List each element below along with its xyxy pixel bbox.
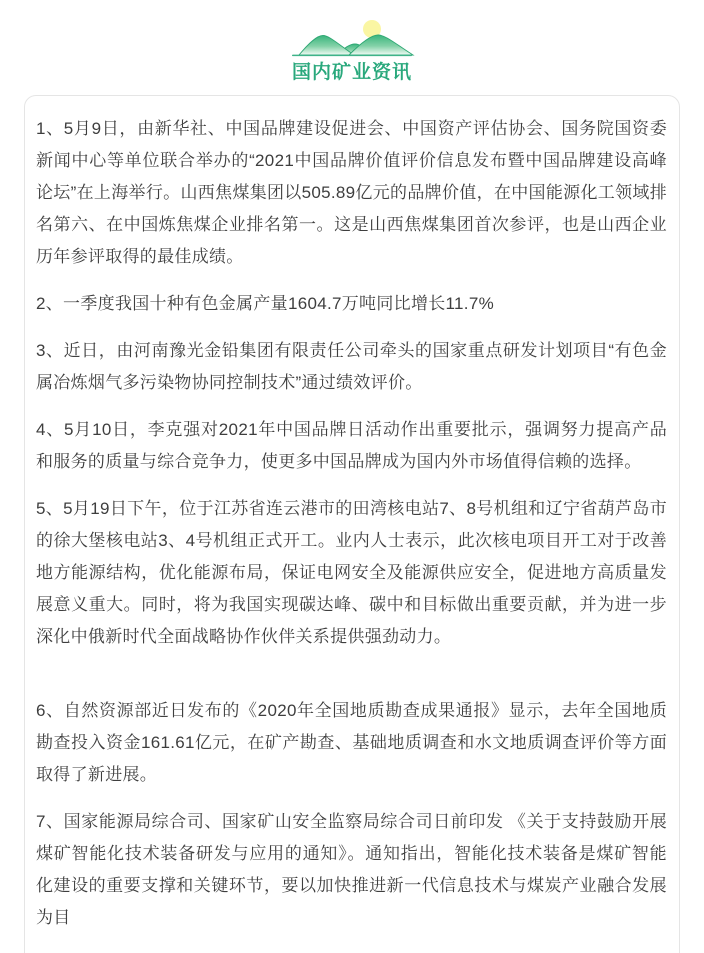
news-item-2: 2、一季度我国十种有色金属产量1604.7万吨同比增长11.7% — [36, 294, 494, 313]
news-item-6: 6、自然资源部近日发布的《2020年全国地质勘查成果通报》显示，去年全国地质勘查投入资金161.61亿元，在矿产勘查、基础地质调查和水文地质调查评价等方面取得了新进展。 — [36, 701, 667, 784]
news-card — [24, 95, 680, 953]
logo-underline — [292, 55, 412, 57]
news-item-7: 7、国家能源局综合司、国家矿山安全监察局综合司日前印发 《关于支持鼓励开展煤矿智能化技术装备研发与应用的通知》。通知指出，智能化技术装备是煤矿智能化建设的重要支撑和关键环节，要以加快推进新一代信息技术与煤炭产业融合发展为目 — [36, 812, 667, 927]
news-item-1: 1、5月9日，由新华社、中国品牌建设促进会、中国资产评估协会、国务院国资委新闻中心等单位联合举办的“2021中国品牌价值评价信息发布暨中国品牌建设高峰论坛”在上海举行。山西焦煤集团以505.89亿元的品牌价值，在中国能源化工领域排名第六、在中国炼焦煤企业排名第一。这是山西焦煤集团首次参评，也是山西企业历年参评取得的最佳成绩。 — [36, 119, 667, 266]
site-title: 国内矿业资讯 — [291, 62, 412, 83]
news-item-3: 3、近日，由河南豫光金铅集团有限责任公司牵头的国家重点研发计划项目“有色金属冶炼烟气多污染物协同控制技术”通过绩效评价。 — [36, 341, 667, 392]
mountains-sun-logo-icon — [286, 18, 418, 58]
news-item-5: 5、5月19日下午，位于江苏省连云港市的田湾核电站7、8号机组和辽宁省葫芦岛市的徐大堡核电站3、4号机组正式开工。业内人士表示，此次核电项目开工对于改善地方能源结构，优化能源布局，保证电网安全及能源供应安全，促进地方高质量发展意义重大。同时，将为我国实现碳达峰、碳中和目标做出重要贡献，并为进一步深化中俄新时代全面战略协作伙伴关系提供强劲动力。 — [36, 499, 667, 646]
news-item-4: 4、5月10日，李克强对2021年中国品牌日活动作出重要批示，强调努力提高产品和服务的质量与综合竞争力，使更多中国品牌成为国内外市场值得信赖的选择。 — [36, 420, 667, 471]
mountain-left — [299, 36, 354, 56]
article-header — [0, 0, 704, 85]
